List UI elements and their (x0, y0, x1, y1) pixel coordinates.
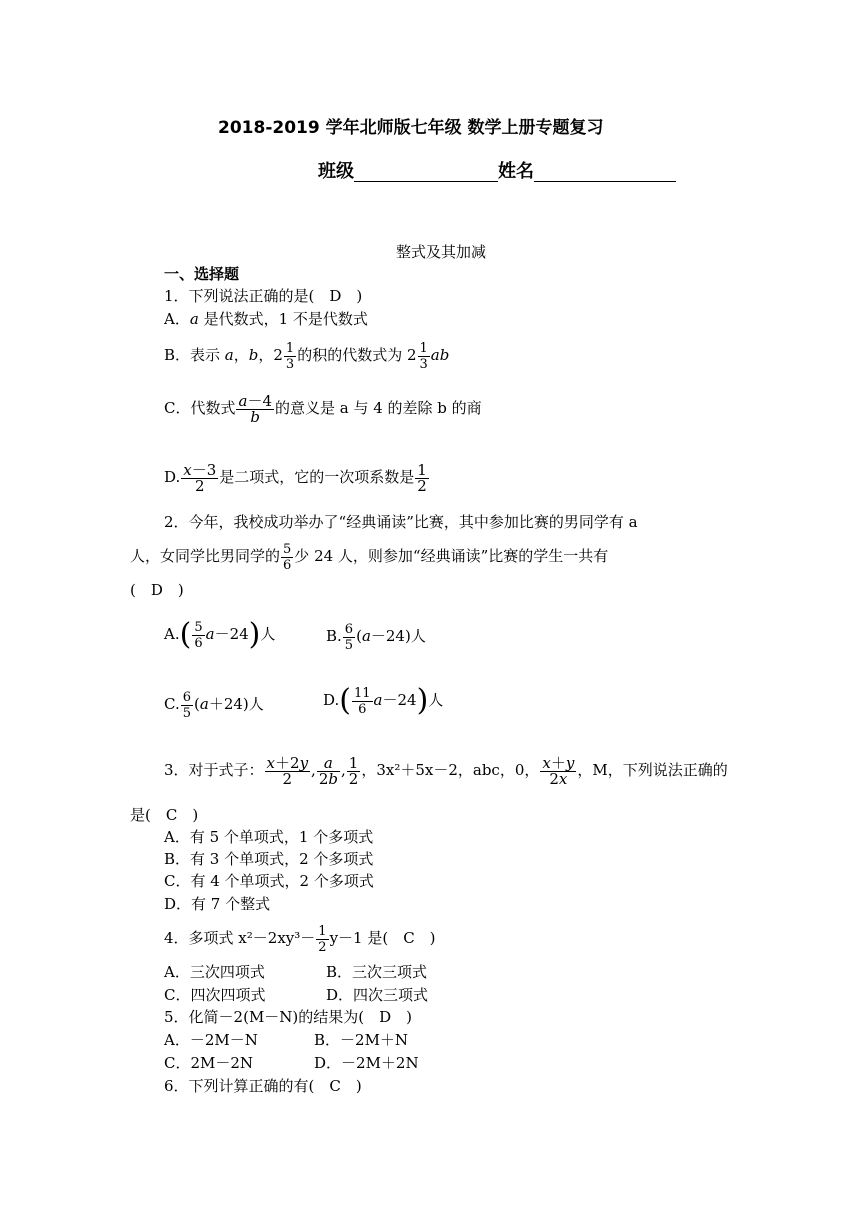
q3-option-a: A．有 5 个单项式，1 个多项式 (164, 828, 374, 846)
name-blank[interactable] (534, 163, 676, 182)
q5-stem: 5．化简－2(M－N)的结果为( D ) (164, 1008, 413, 1026)
q1-option-d: D. $\frac{x-3}{2}$ 是二项式，它的一次项系数是 $\frac{1}{2}$ (164, 460, 427, 495)
q4-option-c: C．四次四项式 (164, 986, 266, 1004)
q3-option-b: B．有 3 个单项式，2 个多项式 (164, 850, 374, 868)
q6-stem: 6．下列计算正确的有( C ) (164, 1077, 362, 1095)
q2-line-3: ( D ) (130, 581, 184, 599)
q2-line-2: 人，女同学比男同学的 $\frac{5}{6}$ 少 24 人，则参加“经典诵读”比赛的学生一共有 (130, 541, 609, 573)
document-title: 2018-2019 学年北师版七年级 数学上册专题复习 (218, 118, 604, 138)
q4-stem: 4．多项式 x²－2xy³－ $\frac{1}{2}$ y－1 是( C ) (164, 923, 436, 955)
q2-line-1: 2．今年，我校成功举办了“经典诵读”比赛，其中参加比赛的男同学有 a (164, 513, 638, 531)
class-blank[interactable] (354, 163, 498, 182)
q5-option-b: B．－2M＋N (314, 1031, 409, 1049)
q1-option-c: C．代数式 $\frac{a-4}{b}$ 的意义是 a 与 4 的差除 b 的商 (164, 391, 482, 426)
q2-option-c: C. $\frac{6}{5}$ (a＋24)人 (164, 689, 264, 721)
q5-option-a: A．－2M－N (164, 1031, 258, 1049)
q1-option-a: A．a 是代数式，1 不是代数式 (164, 310, 368, 328)
q3-line-2: 是( C ) (130, 806, 199, 824)
q2-option-b: B. $\frac{6}{5}$ (a－24)人 (326, 621, 426, 653)
q5-option-c: C．2M－2N (164, 1054, 254, 1072)
q2-option-a: A.( $\frac{5}{6}$ a－24)人 (164, 617, 276, 652)
class-label: 班级 (318, 161, 354, 182)
q4-option-a: A．三次四项式 (164, 963, 265, 981)
q3-option-d: D．有 7 个整式 (164, 895, 271, 913)
q4-option-d: D．四次三项式 (326, 986, 429, 1004)
name-label: 姓名 (498, 161, 534, 182)
q1-option-b: B．表示 a，b，2 $\frac{1}{3}$ 的积的代数式为 2 $\frac{1}{3}$ ab (164, 340, 450, 372)
q2-option-d: D.( $\frac{11}{6}$ a－24)人 (323, 683, 444, 718)
class-name-line (318, 162, 676, 182)
section-heading: 一、选择题 (164, 265, 240, 283)
q5-option-d: D．－2M＋2N (314, 1054, 419, 1072)
q3-option-c: C．有 4 个单项式，2 个多项式 (164, 872, 374, 890)
q4-option-b: B．三次三项式 (326, 963, 428, 981)
q1-stem: 1．下列说法正确的是( D ) (164, 287, 363, 305)
q3-stem: 3．对于式子： $\frac{x+2y}{2}$ , $\frac{a}{2b}$ , $\frac{1}{2}$ ，3x²＋5x－2，abc，0， $\frac{x+y}{2x}$ ，M，下列说法正确的 (164, 753, 728, 788)
topic-heading: 整式及其加减 (396, 243, 487, 261)
